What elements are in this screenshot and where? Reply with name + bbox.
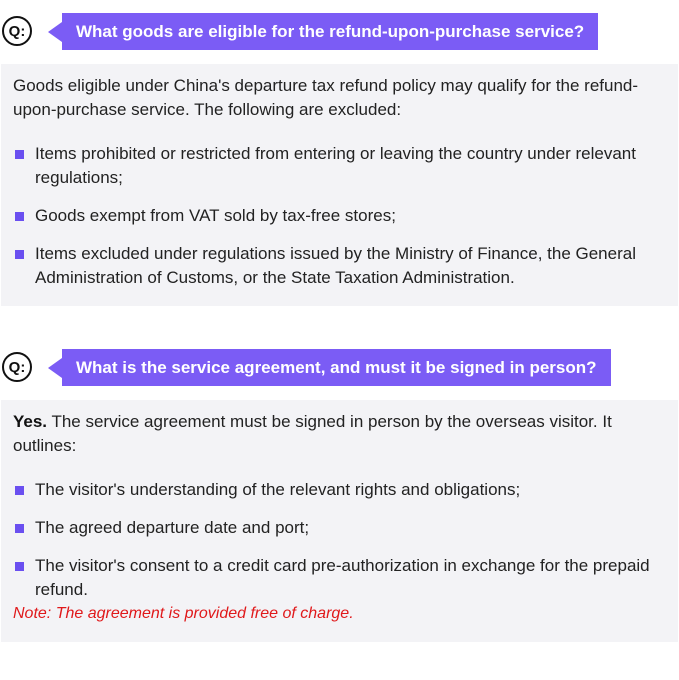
faq-item-2 <box>0 336 679 642</box>
list-item <box>13 204 666 228</box>
question-row <box>0 336 679 400</box>
square-bullet-icon <box>15 212 24 221</box>
answer-list <box>13 142 666 290</box>
answer-lead-text: Goods eligible under China's departure tax refund policy may qualify for the refund-upon-purchase service. The following are excluded: <box>13 76 639 119</box>
list-item-text: The visitor's understanding of the relevant rights and obligations; <box>35 480 521 499</box>
answer-panel <box>1 64 678 306</box>
list-item <box>13 554 666 602</box>
list-item <box>13 242 666 290</box>
answer-lead-text: The service agreement must be signed in person by the overseas visitor. It outlines: <box>13 412 612 455</box>
list-item <box>13 516 666 540</box>
list-item-text: The visitor's consent to a credit card pre-authorization in exchange for the prepaid refund. <box>35 556 650 599</box>
answer-lead <box>13 410 666 458</box>
list-item <box>13 142 666 190</box>
answer-lead-bold: Yes. <box>13 412 48 431</box>
square-bullet-icon <box>15 562 24 571</box>
question-badge-icon: Q: <box>2 352 32 382</box>
list-item-text: Goods exempt from VAT sold by tax-free stores; <box>35 206 396 225</box>
note-text: Note: The agreement is provided free of charge. <box>13 605 354 622</box>
list-item <box>13 478 666 502</box>
question-label: What is the service agreement, and must it be signed in person? <box>62 349 611 386</box>
list-item-text: The agreed departure date and port; <box>35 518 310 537</box>
faq-item-1 <box>0 0 679 306</box>
answer-lead <box>13 74 666 122</box>
square-bullet-icon <box>15 250 24 259</box>
list-item-text: Items prohibited or restricted from entering or leaving the country under relevant regulations; <box>35 144 636 187</box>
square-bullet-icon <box>15 524 24 533</box>
answer-panel <box>1 400 678 642</box>
question-badge-icon: Q: <box>2 16 32 46</box>
answer-list <box>13 478 666 602</box>
square-bullet-icon <box>15 150 24 159</box>
list-item-text: Items excluded under regulations issued by the Ministry of Finance, the General Administration of Customs, or the State Taxation Administration. <box>35 244 636 287</box>
square-bullet-icon <box>15 486 24 495</box>
question-label: What goods are eligible for the refund-upon-purchase service? <box>62 13 598 50</box>
question-row <box>0 0 679 64</box>
